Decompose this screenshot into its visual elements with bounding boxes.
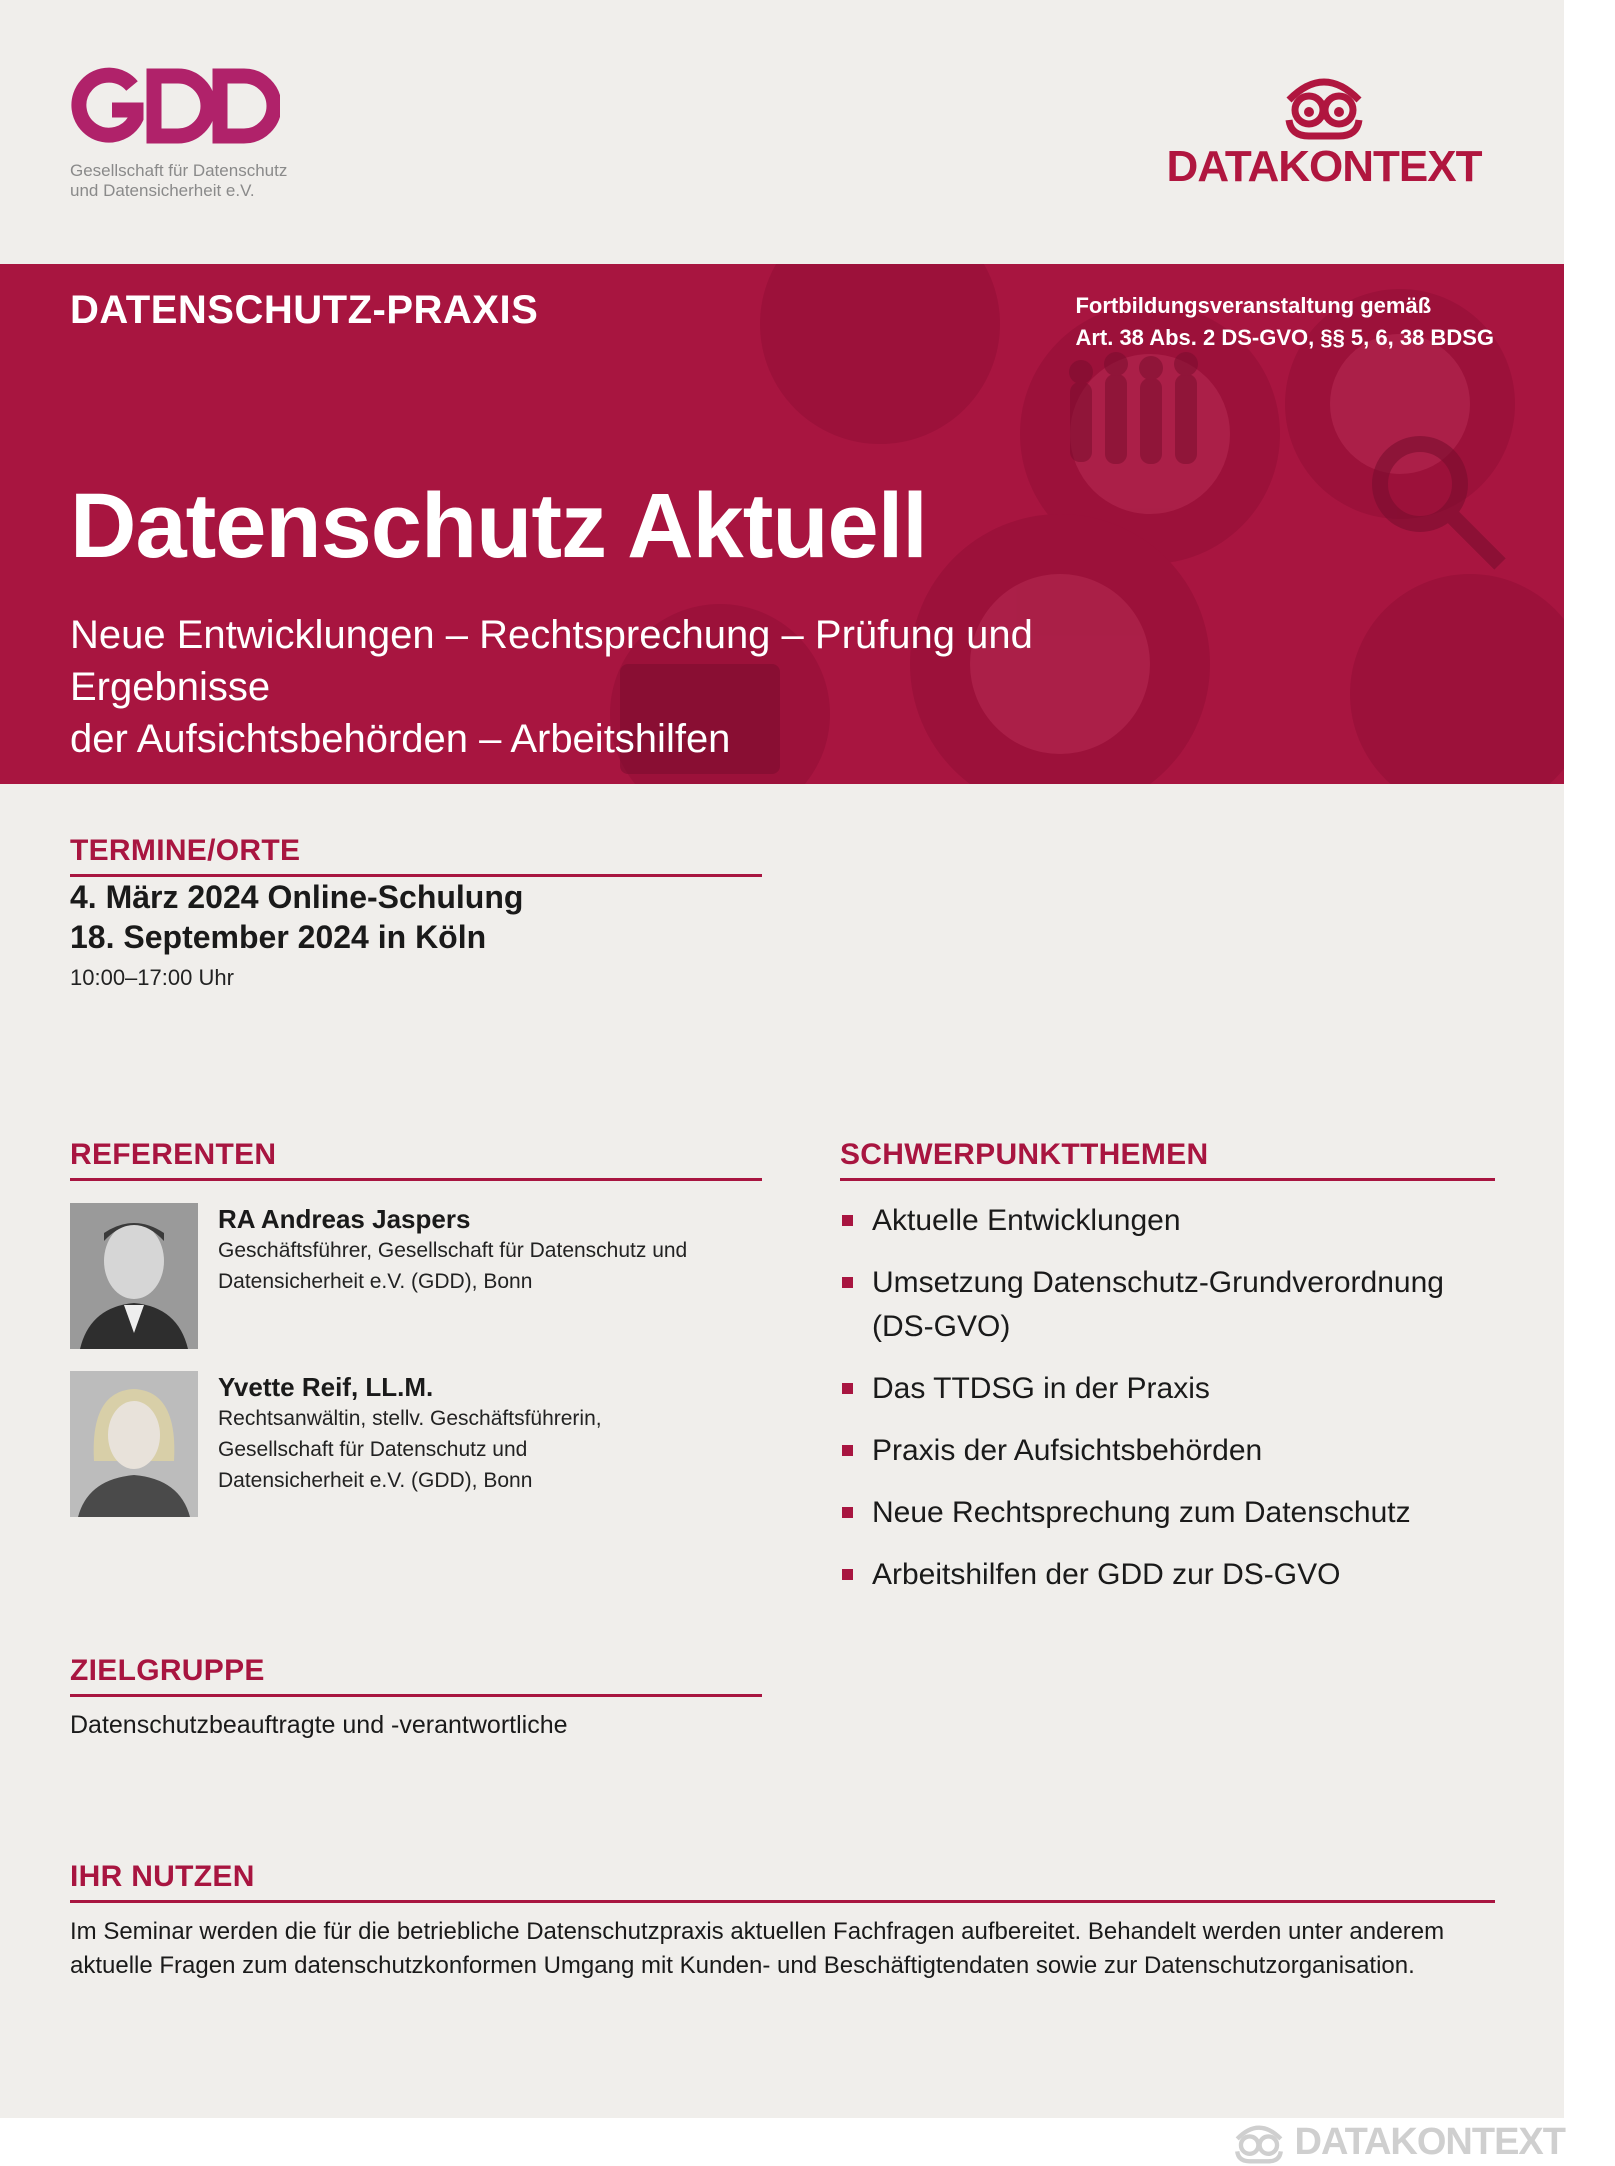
date-line: 18. September 2024 in Köln [70, 919, 487, 955]
list-item-text: Das TTDSG in der Praxis [872, 1372, 1210, 1405]
speaker-photo [70, 1371, 198, 1517]
schwerpunktthemen-section [840, 1138, 1495, 1615]
series-label: DATENSCHUTZ-PRAXIS [70, 288, 539, 332]
seminar-title: Datenschutz Aktuell [70, 475, 927, 577]
gdd-logo-mark [70, 66, 280, 146]
cert-line: Art. 38 Abs. 2 DS-GVO, §§ 5, 6, 38 BDSG [1075, 325, 1494, 350]
square-bullet-icon [842, 1507, 853, 1518]
list-item-text: Aktuelle Entwicklungen [872, 1204, 1181, 1237]
speaker-portrait-graphic [70, 1371, 198, 1517]
footer-wordmark: DATAKONTEXT [1294, 2120, 1565, 2163]
gdd-logo-subtitle [70, 161, 290, 201]
zielgruppe-section [70, 1654, 762, 1740]
nutzen-line: Im Seminar werden die für die betriebliche Datenschutzpraxis aktuellen Fachfragen aufbereitet. Behandelt werden unter anderem [70, 1918, 1445, 1945]
datakontext-logo [1154, 70, 1494, 192]
seminar-subtitle [70, 609, 1220, 765]
speaker-desc-line: Geschäftsführer, Gesellschaft für Datenschutz und [218, 1239, 688, 1262]
time-range: 10:00–17:00 Uhr [70, 965, 234, 990]
date-line: 4. März 2024 Online-Schulung [70, 879, 524, 915]
list-item [840, 1199, 1495, 1243]
speaker-photo [70, 1203, 198, 1349]
subtitle-line: Neue Entwicklungen – Rechtsprechung – Prüfung und Ergebnisse [70, 613, 1033, 709]
square-bullet-icon [842, 1445, 853, 1456]
list-item-text: Neue Rechtsprechung zum Datenschutz [872, 1496, 1411, 1529]
nutzen-text [70, 1915, 1495, 1983]
referenten-heading: REFERENTEN [70, 1138, 762, 1181]
speaker-desc-line: Datensicherheit e.V. (GDD), Bonn [218, 1270, 533, 1293]
themen-heading: SCHWERPUNKTTHEMEN [840, 1138, 1495, 1181]
square-bullet-icon [842, 1277, 853, 1288]
referenten-section [70, 1138, 762, 1517]
speaker-info [218, 1371, 602, 1517]
header [0, 0, 1564, 252]
gdd-sub-line: und Datensicherheit e.V. [70, 181, 255, 200]
speaker-name: RA Andreas Jaspers [218, 1204, 471, 1234]
speaker-desc-line: Rechtsanwältin, stellv. Geschäftsführerin, [218, 1407, 602, 1430]
speaker-info [218, 1203, 687, 1349]
nutzen-line: aktuelle Fragen zum datenschutzkonformen Umgang mit Kunden- und Beschäftigtendaten sowie zur Datenschutzorganisation. [70, 1952, 1415, 1979]
gdd-logo [70, 66, 290, 201]
themen-list [840, 1199, 1495, 1597]
datakontext-wordmark: DATAKONTEXT [1166, 142, 1482, 191]
gdd-sub-line: Gesellschaft für Datenschutz [70, 161, 288, 180]
subtitle-line: der Aufsichtsbehörden – Arbeitshilfen [70, 717, 731, 761]
owl-icon [1231, 2120, 1287, 2164]
speaker-card [70, 1371, 762, 1517]
list-item [840, 1491, 1495, 1535]
owl-icon [1279, 70, 1369, 140]
speaker-name: Yvette Reif, LL.M. [218, 1372, 434, 1402]
list-item-text: Umsetzung Datenschutz-Grundverordnung (DS-GVO) [872, 1266, 1444, 1343]
footer-datakontext-logo [1231, 2120, 1565, 2164]
nutzen-heading: IHR NUTZEN [70, 1860, 1495, 1903]
termine-section [70, 834, 762, 991]
list-item-text: Arbeitshilfen der GDD zur DS-GVO [872, 1558, 1341, 1591]
cert-line: Fortbildungsveranstaltung gemäß [1075, 293, 1432, 318]
zielgruppe-text: Datenschutzbeauftragte und -verantwortliche [70, 1711, 568, 1739]
list-item [840, 1553, 1495, 1597]
certification-note [1075, 290, 1494, 354]
list-item [840, 1429, 1495, 1473]
termine-heading: TERMINE/ORTE [70, 834, 762, 877]
list-item [840, 1261, 1495, 1349]
speaker-desc-line: Datensicherheit e.V. (GDD), Bonn [218, 1469, 533, 1492]
speaker-desc-line: Gesellschaft für Datenschutz und [218, 1438, 528, 1461]
speaker-card [70, 1203, 762, 1349]
hero-banner [0, 264, 1564, 784]
speaker-portrait-graphic [70, 1203, 198, 1349]
list-item [840, 1367, 1495, 1411]
zielgruppe-heading: ZIELGRUPPE [70, 1654, 762, 1697]
list-item-text: Praxis der Aufsichtsbehörden [872, 1434, 1263, 1467]
square-bullet-icon [842, 1569, 853, 1580]
square-bullet-icon [842, 1215, 853, 1226]
nutzen-section [70, 1860, 1495, 1983]
square-bullet-icon [842, 1383, 853, 1394]
